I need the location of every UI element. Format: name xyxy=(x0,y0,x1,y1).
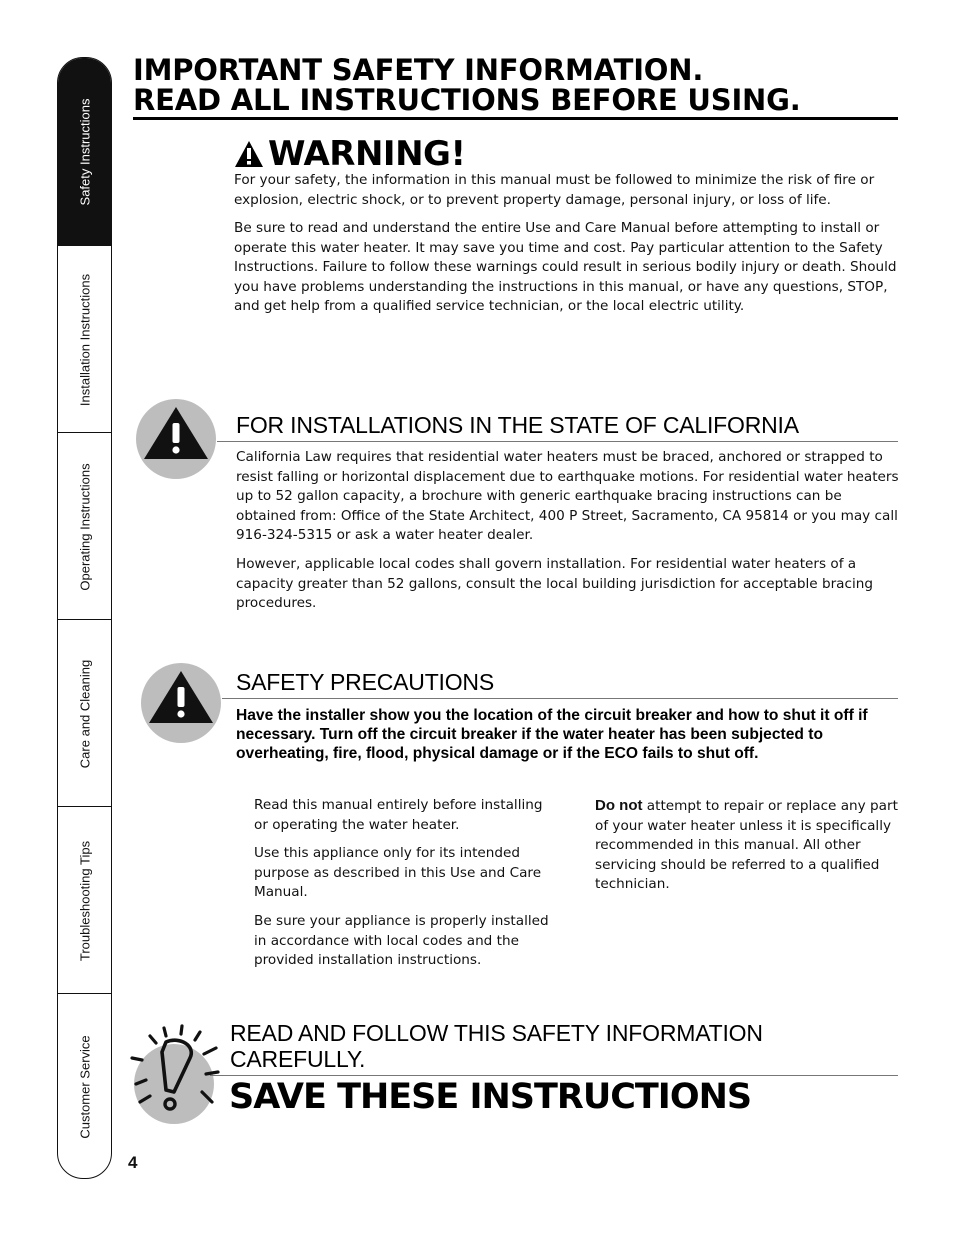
warning-triangle-icon xyxy=(234,140,264,168)
precaution-do-not-item xyxy=(595,796,900,895)
do-not-lead: Do not xyxy=(595,797,643,814)
california-rule xyxy=(217,441,898,442)
tab-label: Customer Service xyxy=(77,1034,92,1139)
tab-care-and-cleaning[interactable] xyxy=(58,619,111,807)
footer-rule xyxy=(210,1075,898,1076)
save-instructions-title: SAVE THESE INSTRUCTIONS xyxy=(229,1077,752,1117)
warning-heading xyxy=(234,134,465,174)
precautions-rule xyxy=(222,698,898,699)
read-and-follow-heading xyxy=(230,1020,763,1072)
caution-triangle-icon xyxy=(141,663,221,743)
section-tab-strip xyxy=(57,57,112,1179)
do-not-text: attempt to repair or replace any part of your water heater unless it is specifically recommended in this manual. All other servicing should be referred to a qualified technician. xyxy=(595,798,898,892)
california-paragraph-1: California Law requires that residential water heaters must be braced, anchored or strapped to resist falling or horizontal displacement due to earthquake motions. For residential water heaters up to 52 gallon capacity, a brochure with generic earthquake bracing instructions can be obtained from: Office of the State Architect, 400 P Street, Sacramento, CA 95814 or you may call 916-324-5315 or ask a water heater dealer. xyxy=(236,449,899,543)
page-title xyxy=(133,55,903,115)
tab-installation-instructions[interactable] xyxy=(58,245,111,433)
exclamation-burst-icon xyxy=(126,1022,222,1124)
tab-safety-instructions[interactable] xyxy=(58,58,111,245)
tab-label: Troubleshooting Tips xyxy=(77,840,92,961)
page-title-line1: IMPORTANT SAFETY INFORMATION. xyxy=(133,53,704,87)
caution-triangle-icon xyxy=(136,399,216,479)
tab-label: Care and Cleaning xyxy=(77,659,92,768)
header-rule xyxy=(133,117,898,120)
read-and-follow-line1: READ AND FOLLOW THIS SAFETY INFORMATION xyxy=(230,1020,763,1046)
california-paragraph-2: However, applicable local codes shall govern installation. For residential water heaters of a capacity greater than 52 gallons, consult the local building jurisdiction for acceptable bracing procedures. xyxy=(236,556,874,611)
tab-operating-instructions[interactable] xyxy=(58,432,111,620)
warning-paragraph-2: Be sure to read and understand the entire Use and Care Manual before attempting to install or operate this water heater. It may save you time and cost. Pay particular attention to the Safety Instructions. Failure to follow these warnings could result in serious bodily injury or death. Should you have problems understanding the instructions in this manual, or have any questions, STOP, and get help from a qualified service technician, or the local electric utility. xyxy=(234,220,897,314)
page-title-line2: READ ALL INSTRUCTIONS BEFORE USING. xyxy=(133,83,801,117)
california-section-title: FOR INSTALLATIONS IN THE STATE OF CALIFORNIA xyxy=(236,412,799,438)
precautions-intro: Have the installer show you the location of the circuit breaker and how to shut it off if necessary. Turn off the circuit breaker if the water heater has been subjected to overheating, fire, flood, physical damage or if the ECO fails to shut off. xyxy=(236,707,868,762)
precautions-section-title: SAFETY PRECAUTIONS xyxy=(236,669,494,695)
read-and-follow-line2: CAREFULLY. xyxy=(230,1046,366,1072)
tab-label: Operating Instructions xyxy=(77,462,92,591)
precaution-item: Be sure your appliance is properly installed in accordance with local codes and the provided installation instructions. xyxy=(254,913,549,968)
tab-customer-service[interactable] xyxy=(58,993,111,1179)
page-number: 4 xyxy=(128,1153,138,1172)
precaution-item: Use this appliance only for its intended purpose as described in this Use and Care Manual. xyxy=(254,845,542,900)
warning-title: WARNING! xyxy=(268,134,466,174)
precaution-item: Read this manual entirely before installing or operating the water heater. xyxy=(254,797,543,833)
tab-label: Safety Instructions xyxy=(77,98,92,205)
warning-paragraph-1: For your safety, the information in this manual must be followed to minimize the risk of fire or explosion, electric shock, or to prevent property damage, personal injury, or loss of life. xyxy=(234,172,875,208)
tab-label: Installation Instructions xyxy=(77,273,92,406)
tab-troubleshooting-tips[interactable] xyxy=(58,806,111,994)
